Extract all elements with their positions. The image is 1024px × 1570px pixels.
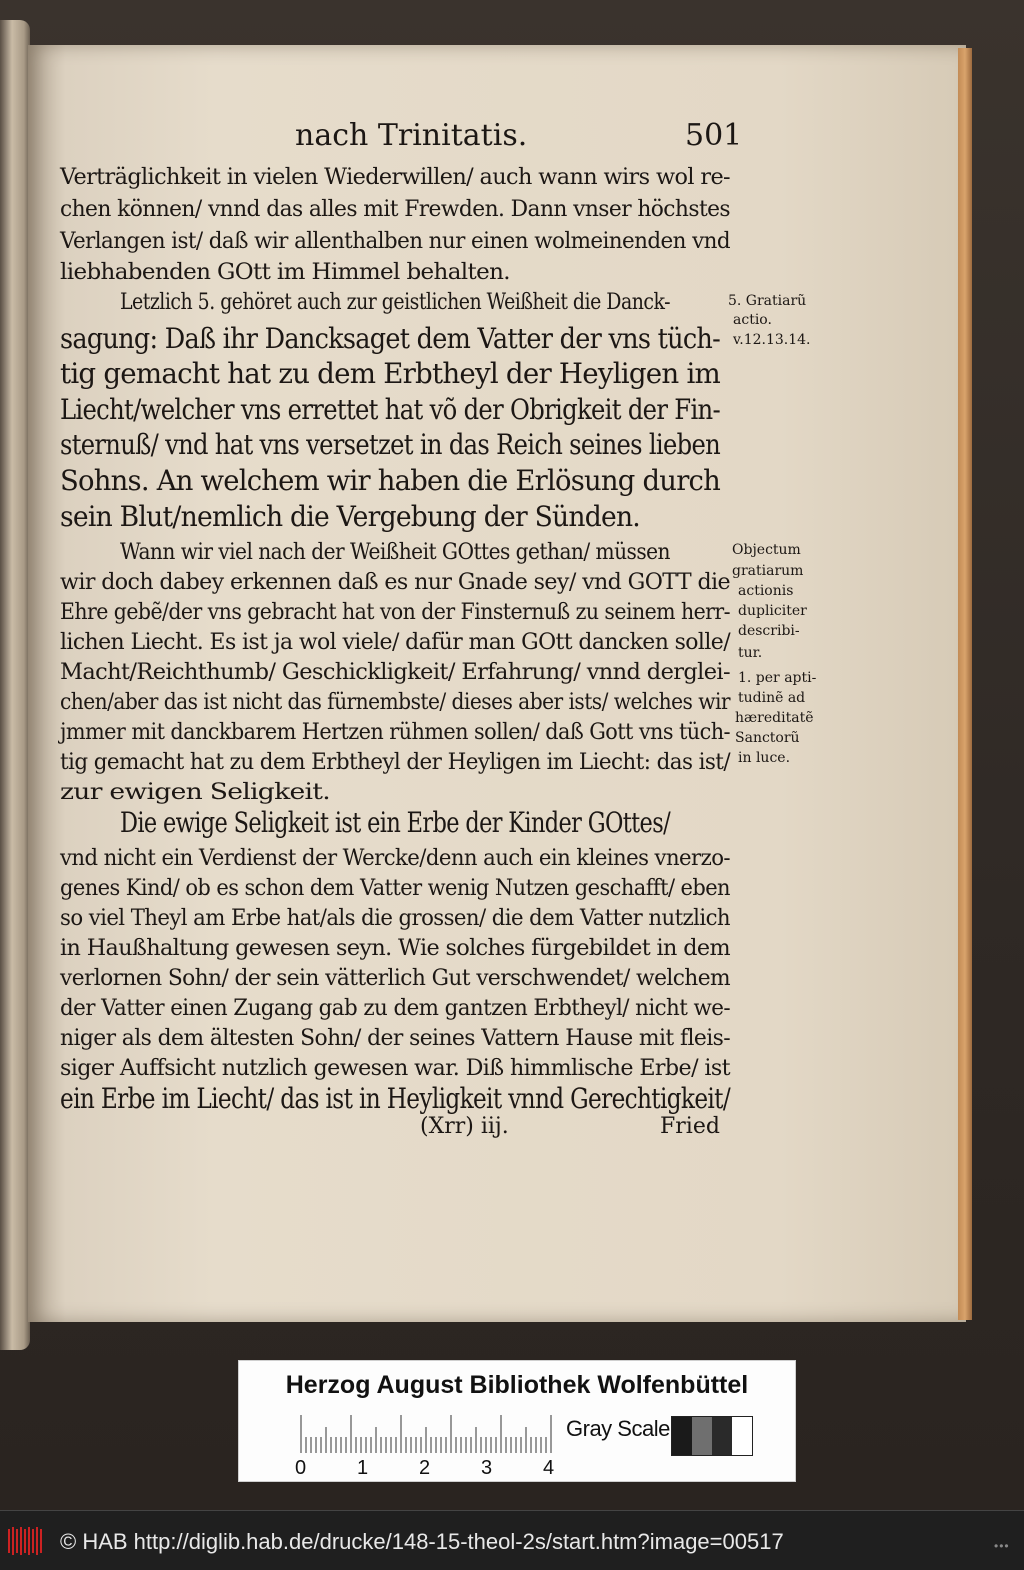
- margin-note-line: dupliciter: [738, 603, 807, 619]
- facing-page-edge: [0, 20, 30, 1350]
- text-line: chen/aber das ist nicht das fürnembste/ dieses aber ists/ welches wir: [60, 690, 730, 715]
- ruler-number: 0: [295, 1457, 307, 1479]
- margin-note-line: actionis: [738, 583, 794, 599]
- ruler-number: 1: [357, 1457, 369, 1479]
- text-line: tig gemacht hat zu dem Erbtheyl der Heyligen im: [60, 357, 720, 390]
- gray-patch-mid: [692, 1417, 712, 1455]
- text-line: sternuß/ vnd hat vns versetzet in das Reich seines lieben: [60, 428, 720, 461]
- more-menu-icon[interactable]: •••: [994, 1539, 1010, 1553]
- library-name: Herzog August Bibliothek Wolfenbüttel: [285, 1371, 749, 1399]
- ruler-number: 3: [481, 1457, 493, 1479]
- text-line: vnd nicht ein Verdienst der Wercke/denn auch ein kleines vnerzo-: [60, 846, 730, 871]
- gray-scale-label: Gray Scale: [566, 1416, 670, 1441]
- margin-note-line: tur.: [738, 645, 763, 661]
- footer-bar: [0, 1510, 1024, 1570]
- text-line: in Haußhaltung gewesen seyn. Wie solches fürgebildet in dem: [60, 936, 731, 961]
- text-line: verlornen Sohn/ der sein vätterlich Gut verschwendet/ welchem: [60, 966, 730, 991]
- margin-note-line: v.12.13.14.: [733, 332, 811, 348]
- margin-note-line: 5. Gratiarũ: [728, 293, 807, 309]
- ruler-number: 4: [543, 1457, 555, 1479]
- ruler-scale: [299, 1413, 554, 1453]
- gray-scale-patches: [671, 1416, 753, 1456]
- margin-note-line: tudinẽ ad: [738, 690, 806, 706]
- text-line: jmmer mit danckbarem Hertzen rühmen sollen/ daß Gott vns tüch-: [60, 720, 730, 745]
- catchword: Fried: [660, 1114, 720, 1139]
- margin-note-line: Objectum: [732, 542, 801, 558]
- gray-patch-dark: [712, 1417, 732, 1455]
- color-target-card: [238, 1360, 796, 1482]
- margin-note-line: hæreditatẽ: [735, 710, 814, 726]
- margin-note-line: 1. per apti-: [738, 670, 817, 686]
- text-line: genes Kind/ ob es schon dem Vatter wenig Nutzen geschafft/ eben: [60, 876, 730, 901]
- text-line: Verträglichkeit in vielen Wiederwillen/ auch wann wirs wol re-: [60, 165, 730, 190]
- margin-note-line: Sanctorũ: [735, 730, 800, 746]
- text-line: Verlangen ist/ daß wir allenthalben nur einen wolmeinenden vnd: [60, 229, 730, 254]
- text-line: der Vatter einen Zugang gab zu dem gantzen Erbtheyl/ nicht we-: [60, 996, 730, 1021]
- margin-note-line: in luce.: [738, 750, 791, 766]
- text-line: ein Erbe im Liecht/ das ist in Heyligkeit vnnd Gerechtigkeit/: [60, 1082, 730, 1115]
- text-line: sagung: Daß ihr Dancksaget dem Vatter der vns tüch-: [60, 322, 720, 355]
- text-line: Sohns. An welchem wir haben die Erlösung durch: [60, 464, 720, 497]
- text-line: Letzlich 5. gehöret auch zur geistlichen Weißheit die Danck-: [120, 290, 670, 315]
- text-line: niger als dem ältesten Sohn/ der seines Vattern Hause mit fleis-: [60, 1026, 730, 1051]
- text-line: tig gemacht hat zu dem Erbtheyl der Heyligen im Liecht: das ist/: [60, 750, 730, 775]
- folio-number: 501: [685, 118, 743, 153]
- running-head-title: nach Trinitatis.: [295, 118, 528, 153]
- copyright-url[interactable]: © HAB http://diglib.hab.de/drucke/148-15-theol-2s/start.htm?image=00517: [60, 1529, 784, 1554]
- page-fore-edge: [958, 48, 972, 1320]
- text-line: Liecht/welcher vns errettet hat võ der Obrigkeit der Fin-: [60, 393, 720, 426]
- margin-note-line: actio.: [733, 312, 772, 328]
- text-line: liebhabenden GOtt im Himmel behalten.: [60, 260, 510, 285]
- text-line: Die ewige Seligkeit ist ein Erbe der Kinder GOttes/: [120, 806, 670, 839]
- text-line: so viel Theyl am Erbe hat/als die grossen/ die dem Vatter nutzlich: [60, 906, 730, 931]
- text-line: chen können/ vnnd das alles mit Frewden. Dann vnser höchstes: [60, 197, 730, 222]
- running-head: [295, 118, 743, 153]
- text-line: wir doch dabey erkennen daß es nur Gnade sey/ vnd GOTT die: [60, 570, 730, 595]
- gray-patch-white: [732, 1417, 752, 1455]
- signature-mark: (Xrr) iij.: [420, 1114, 509, 1139]
- text-line: Macht/Reichthumb/ Geschickligkeit/ Erfahrung/ vnnd derglei-: [60, 660, 730, 685]
- ruler-number: 2: [419, 1457, 431, 1479]
- text-line: lichen Liecht. Es ist ja wol viele/ dafür man GOtt dancken solle/: [60, 630, 730, 655]
- gray-patch-black: [672, 1417, 692, 1455]
- text-line: sein Blut/nemlich die Vergebung der Sünden.: [60, 500, 640, 533]
- hab-logo-icon: [6, 1525, 46, 1557]
- text-line: zur ewigen Seligkeit.: [60, 780, 330, 805]
- margin-note-line: gratiarum: [732, 563, 804, 579]
- text-line: siger Auffsicht nutzlich gewesen war. Diß himmlische Erbe/ ist: [60, 1056, 730, 1081]
- text-line: Ehre gebẽ/der vns gebracht hat von der Finsternuß zu seinem herr-: [60, 600, 730, 625]
- text-line: Wann wir viel nach der Weißheit GOttes gethan/ müssen: [120, 540, 670, 565]
- margin-note-line: describi-: [738, 623, 800, 639]
